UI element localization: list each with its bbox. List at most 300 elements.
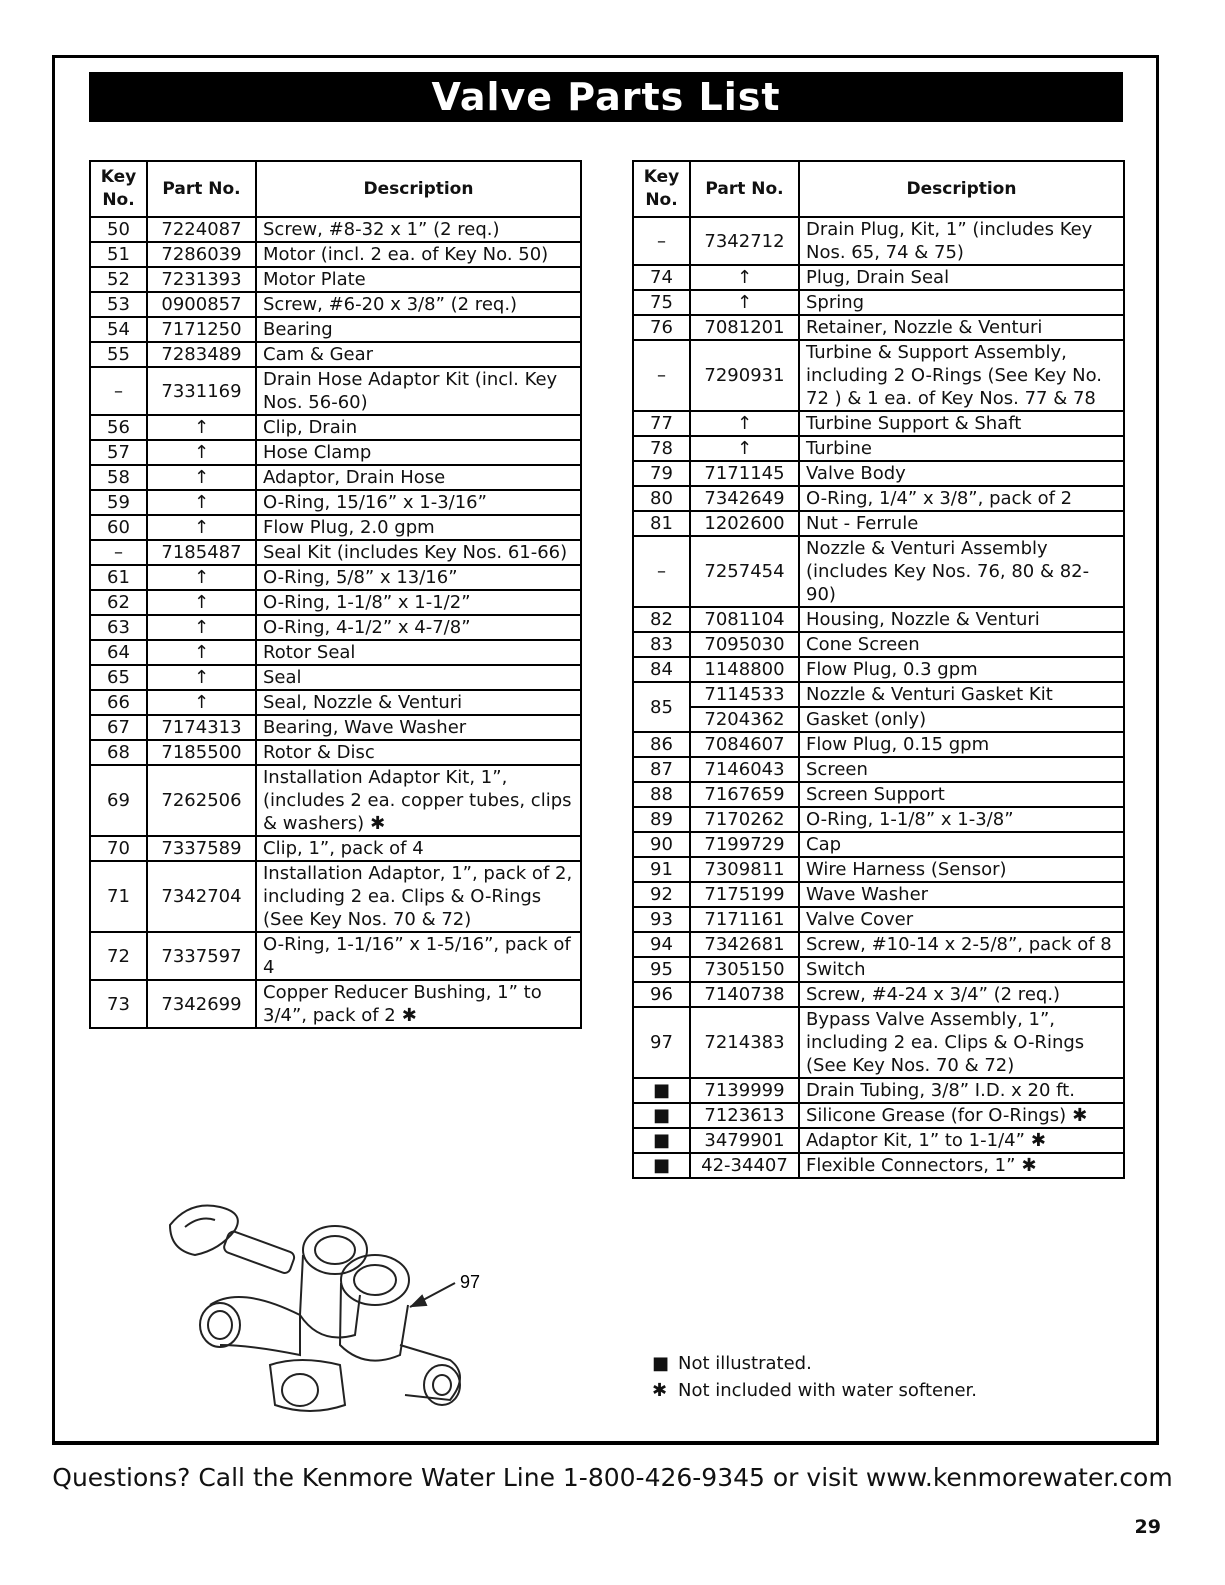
- table-row: [90, 690, 581, 715]
- description-text: Bearing, Wave Washer: [263, 717, 467, 738]
- table-row: [90, 565, 581, 590]
- table-row: [633, 486, 1124, 511]
- table-row: [90, 861, 581, 932]
- part-number: 7224087: [147, 217, 256, 242]
- legend-not-included: [652, 1377, 977, 1404]
- key-number: ■: [633, 1103, 690, 1128]
- description-text: Switch: [806, 959, 866, 980]
- part-number: 7342649: [690, 486, 799, 511]
- part-description: [799, 290, 1124, 315]
- key-number: 95: [633, 957, 690, 982]
- part-description: [256, 415, 581, 440]
- description-text: Wave Washer: [806, 884, 929, 905]
- asterisk-icon: ✱: [1030, 1130, 1047, 1151]
- parts-table-right: [632, 160, 1125, 1179]
- key-number: –: [633, 536, 690, 607]
- asterisk-icon: ✱: [652, 1380, 668, 1401]
- key-number: 52: [90, 267, 147, 292]
- key-number: 70: [90, 836, 147, 861]
- part-description: [799, 907, 1124, 932]
- footer-contact: Questions? Call the Kenmore Water Line 1-800-426-9345 or visit www.kenmorewater.com: [52, 1463, 1173, 1492]
- part-description: [256, 465, 581, 490]
- key-number: 61: [90, 565, 147, 590]
- description-text: O-Ring, 1-1/8” x 1-1/2”: [263, 592, 471, 613]
- table-row: [633, 732, 1124, 757]
- description-text: Spring: [806, 292, 865, 313]
- table-row: [90, 640, 581, 665]
- key-number: 87: [633, 757, 690, 782]
- key-number: 68: [90, 740, 147, 765]
- description-text: Turbine Support & Shaft: [806, 413, 1022, 434]
- part-number: 7084607: [690, 732, 799, 757]
- part-number: 7331169: [147, 367, 256, 415]
- part-description: [799, 486, 1124, 511]
- description-text: Screw, #8-32 x 1” (2 req.): [263, 219, 500, 240]
- table-row: [90, 590, 581, 615]
- part-number: 7342681: [690, 932, 799, 957]
- key-number: 93: [633, 907, 690, 932]
- part-description: [799, 411, 1124, 436]
- description-text: Screen: [806, 759, 868, 780]
- same-as-above-arrow-icon: ↑: [147, 565, 256, 590]
- part-description: [799, 657, 1124, 682]
- key-number: 75: [633, 290, 690, 315]
- description-text: O-Ring, 5/8” x 13/16”: [263, 567, 458, 588]
- key-number: 74: [633, 265, 690, 290]
- part-number: 7231393: [147, 267, 256, 292]
- key-number: 82: [633, 607, 690, 632]
- table-row: [633, 782, 1124, 807]
- part-description: [256, 565, 581, 590]
- part-number: 7337597: [147, 932, 256, 980]
- description-text: Flow Plug, 2.0 gpm: [263, 517, 435, 538]
- table-row: [633, 340, 1124, 411]
- part-number: 7171250: [147, 317, 256, 342]
- key-number: 81: [633, 511, 690, 536]
- part-description: [799, 1128, 1124, 1153]
- table-row: [633, 832, 1124, 857]
- part-number: 7140738: [690, 982, 799, 1007]
- part-number: 3479901: [690, 1128, 799, 1153]
- description-text: Copper Reducer Bushing, 1” to 3/4”, pack of 2: [263, 982, 542, 1026]
- description-text: Valve Body: [806, 463, 906, 484]
- part-number: 7342699: [147, 980, 256, 1028]
- same-as-above-arrow-icon: ↑: [690, 411, 799, 436]
- description-text: Motor Plate: [263, 269, 366, 290]
- part-description: [256, 540, 581, 565]
- column-header-key: Key No.: [633, 161, 690, 217]
- description-text: Cap: [806, 834, 842, 855]
- part-number: 7185500: [147, 740, 256, 765]
- part-number: 7199729: [690, 832, 799, 857]
- asterisk-icon: ✱: [1021, 1155, 1037, 1176]
- table-row: [90, 490, 581, 515]
- description-text: Flow Plug, 0.3 gpm: [806, 659, 978, 680]
- part-number: 7167659: [690, 782, 799, 807]
- part-description: [799, 957, 1124, 982]
- table-row: [90, 740, 581, 765]
- description-text: Nozzle & Venturi Assembly (includes Key Nos. 76, 80 & 82-90): [806, 538, 1090, 605]
- table-row: [633, 290, 1124, 315]
- key-number: 51: [90, 242, 147, 267]
- table-row: [633, 982, 1124, 1007]
- description-text: Drain Hose Adaptor Kit (incl. Key Nos. 56-60): [263, 369, 558, 413]
- part-description: [256, 515, 581, 540]
- key-number: 78: [633, 436, 690, 461]
- key-number: 54: [90, 317, 147, 342]
- callout-label-97: 97: [460, 1272, 481, 1292]
- key-number: 64: [90, 640, 147, 665]
- asterisk-icon: ✱: [1072, 1105, 1088, 1126]
- part-number: 7123613: [690, 1103, 799, 1128]
- table-row: [633, 265, 1124, 290]
- description-text: Adaptor Kit, 1” to 1-1/4”: [806, 1130, 1025, 1151]
- table-row: [90, 540, 581, 565]
- part-description: [799, 536, 1124, 607]
- table-row: [633, 315, 1124, 340]
- key-number: 97: [633, 1007, 690, 1078]
- column-header-part: Part No.: [147, 161, 256, 217]
- table-row: [90, 615, 581, 640]
- part-description: [799, 1153, 1124, 1178]
- table-row: [633, 657, 1124, 682]
- key-number: 76: [633, 315, 690, 340]
- table-row: [633, 1128, 1124, 1153]
- key-number: 66: [90, 690, 147, 715]
- key-number: 84: [633, 657, 690, 682]
- key-number: 63: [90, 615, 147, 640]
- table-row: [90, 217, 581, 242]
- part-description: [799, 511, 1124, 536]
- part-number: 7262506: [147, 765, 256, 836]
- description-text: Bearing: [263, 319, 333, 340]
- description-text: Silicone Grease (for O-Rings): [806, 1105, 1067, 1126]
- description-text: Nut - Ferrule: [806, 513, 919, 534]
- description-text: Cone Screen: [806, 634, 920, 655]
- description-text: Nozzle & Venturi Gasket Kit: [806, 684, 1053, 705]
- key-number: 94: [633, 932, 690, 957]
- description-text: Retainer, Nozzle & Venturi: [806, 317, 1043, 338]
- column-header-description: Description: [799, 161, 1124, 217]
- description-text: Drain Tubing, 3/8” I.D. x 20 ft.: [806, 1080, 1075, 1101]
- description-text: Flow Plug, 0.15 gpm: [806, 734, 990, 755]
- table-row: [633, 807, 1124, 832]
- key-number: 85: [633, 682, 690, 732]
- part-number: 7214383: [690, 1007, 799, 1078]
- same-as-above-arrow-icon: ↑: [147, 615, 256, 640]
- table-row: [90, 465, 581, 490]
- page-number: 29: [1134, 1516, 1161, 1538]
- bypass-valve-illustration: [150, 1195, 510, 1425]
- part-number: 7337589: [147, 836, 256, 861]
- legend-not-included-text: Not included with water softener.: [678, 1380, 978, 1401]
- part-description: [256, 440, 581, 465]
- key-number: 69: [90, 765, 147, 836]
- description-text: Gasket (only): [806, 709, 927, 730]
- part-description: [256, 342, 581, 367]
- part-number: 7175199: [690, 882, 799, 907]
- key-number: 86: [633, 732, 690, 757]
- part-number: 42-34407: [690, 1153, 799, 1178]
- key-number: 62: [90, 590, 147, 615]
- same-as-above-arrow-icon: ↑: [147, 515, 256, 540]
- key-number: 79: [633, 461, 690, 486]
- key-number: ■: [633, 1128, 690, 1153]
- part-description: [799, 217, 1124, 265]
- key-number: 53: [90, 292, 147, 317]
- description-text: O-Ring, 1/4” x 3/8”, pack of 2: [806, 488, 1073, 509]
- table-row: [633, 1153, 1124, 1178]
- part-description: [799, 340, 1124, 411]
- table-row: [90, 715, 581, 740]
- description-text: Flexible Connectors, 1”: [806, 1155, 1016, 1176]
- description-text: Cam & Gear: [263, 344, 374, 365]
- table-row: [633, 511, 1124, 536]
- same-as-above-arrow-icon: ↑: [690, 290, 799, 315]
- key-number: 73: [90, 980, 147, 1028]
- part-description: [256, 367, 581, 415]
- same-as-above-arrow-icon: ↑: [690, 436, 799, 461]
- part-description: [799, 315, 1124, 340]
- part-number: 7283489: [147, 342, 256, 367]
- part-description: [799, 982, 1124, 1007]
- table-row: [90, 440, 581, 465]
- table-row: [633, 461, 1124, 486]
- table-row: [90, 765, 581, 836]
- page-title: Valve Parts List: [89, 72, 1123, 122]
- part-description: [256, 690, 581, 715]
- part-description: [799, 682, 1124, 707]
- part-description: [799, 1103, 1124, 1128]
- asterisk-icon: ✱: [401, 1005, 417, 1026]
- key-number: 88: [633, 782, 690, 807]
- key-number: 80: [633, 486, 690, 511]
- table-row: [90, 292, 581, 317]
- part-number: 7171145: [690, 461, 799, 486]
- part-number: 7171161: [690, 907, 799, 932]
- description-text: Screen Support: [806, 784, 945, 805]
- description-text: Clip, 1”, pack of 4: [263, 838, 424, 859]
- part-description: [256, 590, 581, 615]
- same-as-above-arrow-icon: ↑: [147, 590, 256, 615]
- table-row: [90, 317, 581, 342]
- part-number: 7290931: [690, 340, 799, 411]
- part-description: [799, 857, 1124, 882]
- table-row: [90, 980, 581, 1028]
- description-text: Motor (incl. 2 ea. of Key No. 50): [263, 244, 549, 265]
- part-description: [256, 765, 581, 836]
- part-number: 7174313: [147, 715, 256, 740]
- description-text: Hose Clamp: [263, 442, 372, 463]
- description-text: Seal, Nozzle & Venturi: [263, 692, 463, 713]
- key-number: 83: [633, 632, 690, 657]
- description-text: Rotor Seal: [263, 642, 356, 663]
- part-description: [256, 267, 581, 292]
- part-number: 7146043: [690, 757, 799, 782]
- table-row: [633, 607, 1124, 632]
- table-row: [633, 632, 1124, 657]
- part-description: [799, 932, 1124, 957]
- part-number: 7204362: [690, 707, 799, 732]
- same-as-above-arrow-icon: ↑: [147, 690, 256, 715]
- part-description: [799, 732, 1124, 757]
- key-number: –: [90, 367, 147, 415]
- part-number: 7139999: [690, 1078, 799, 1103]
- description-text: Installation Adaptor, 1”, pack of 2, including 2 ea. Clips & O-Rings (See Key Nos. 70 & 72): [263, 863, 573, 930]
- part-description: [799, 882, 1124, 907]
- description-text: O-Ring, 15/16” x 1-3/16”: [263, 492, 487, 513]
- key-number: 60: [90, 515, 147, 540]
- key-number: 77: [633, 411, 690, 436]
- part-number: 7095030: [690, 632, 799, 657]
- description-text: Seal Kit (includes Key Nos. 61-66): [263, 542, 568, 563]
- description-text: Adaptor, Drain Hose: [263, 467, 446, 488]
- table-row: [90, 665, 581, 690]
- key-number: –: [633, 340, 690, 411]
- key-number: 65: [90, 665, 147, 690]
- square-bullet-icon: ■: [652, 1353, 670, 1374]
- column-header-part: Part No.: [690, 161, 799, 217]
- part-number: 7081201: [690, 315, 799, 340]
- description-text: Rotor & Disc: [263, 742, 375, 763]
- description-text: O-Ring, 4-1/2” x 4-7/8”: [263, 617, 471, 638]
- part-number: 7286039: [147, 242, 256, 267]
- key-number: 58: [90, 465, 147, 490]
- part-description: [256, 932, 581, 980]
- part-number: 7257454: [690, 536, 799, 607]
- part-number: 7170262: [690, 807, 799, 832]
- key-number: 89: [633, 807, 690, 832]
- parts-table-left: [89, 160, 582, 1029]
- table-row: [633, 907, 1124, 932]
- part-number: 7342712: [690, 217, 799, 265]
- part-description: [256, 615, 581, 640]
- table-row: [90, 932, 581, 980]
- table-row: [633, 411, 1124, 436]
- legend-not-illustrated: [652, 1350, 977, 1377]
- part-number: 1202600: [690, 511, 799, 536]
- description-text: Wire Harness (Sensor): [806, 859, 1007, 880]
- table-row: [90, 836, 581, 861]
- description-text: Installation Adaptor Kit, 1”, (includes 2 ea. copper tubes, clips & washers): [263, 767, 572, 834]
- table-row: [633, 757, 1124, 782]
- description-text: Turbine & Support Assembly, including 2 O-Rings (See Key No. 72 ) & 1 ea. of Key Nos. 77 & 78: [806, 342, 1103, 409]
- description-text: Drain Plug, Kit, 1” (includes Key Nos. 65, 74 & 75): [806, 219, 1093, 263]
- part-description: [799, 632, 1124, 657]
- part-description: [256, 490, 581, 515]
- description-text: Clip, Drain: [263, 417, 358, 438]
- description-text: O-Ring, 1-1/16” x 1-5/16”, pack of 4: [263, 934, 571, 978]
- table-row: [90, 242, 581, 267]
- table-row: [90, 342, 581, 367]
- part-description: [799, 807, 1124, 832]
- key-number: 91: [633, 857, 690, 882]
- table-row: [90, 515, 581, 540]
- part-description: [256, 242, 581, 267]
- part-description: [799, 832, 1124, 857]
- key-number: 55: [90, 342, 147, 367]
- legend-not-illustrated-text: Not illustrated.: [678, 1353, 812, 1374]
- table-row: [90, 267, 581, 292]
- asterisk-icon: ✱: [370, 813, 386, 834]
- same-as-above-arrow-icon: ↑: [690, 265, 799, 290]
- description-text: Turbine: [806, 438, 872, 459]
- part-description: [799, 461, 1124, 486]
- same-as-above-arrow-icon: ↑: [147, 440, 256, 465]
- key-number: 59: [90, 490, 147, 515]
- table-row: [633, 857, 1124, 882]
- part-number: 7081104: [690, 607, 799, 632]
- part-description: [799, 1007, 1124, 1078]
- key-number: 57: [90, 440, 147, 465]
- key-number: –: [90, 540, 147, 565]
- part-number: 7114533: [690, 682, 799, 707]
- key-number: 72: [90, 932, 147, 980]
- key-number: 67: [90, 715, 147, 740]
- part-number: 7305150: [690, 957, 799, 982]
- part-description: [256, 861, 581, 932]
- description-text: Screw, #10-14 x 2-5/8”, pack of 8: [806, 934, 1112, 955]
- description-text: Valve Cover: [806, 909, 914, 930]
- description-text: Housing, Nozzle & Venturi: [806, 609, 1040, 630]
- column-header-description: Description: [256, 161, 581, 217]
- table-row: [633, 1007, 1124, 1078]
- same-as-above-arrow-icon: ↑: [147, 415, 256, 440]
- key-number: 90: [633, 832, 690, 857]
- part-description: [256, 715, 581, 740]
- key-number: 92: [633, 882, 690, 907]
- key-number: 71: [90, 861, 147, 932]
- part-description: [799, 1078, 1124, 1103]
- part-description: [256, 740, 581, 765]
- description-text: Bypass Valve Assembly, 1”, including 2 ea. Clips & O-Rings (See Key Nos. 70 & 72): [806, 1009, 1085, 1076]
- same-as-above-arrow-icon: ↑: [147, 640, 256, 665]
- part-number: 1148800: [690, 657, 799, 682]
- part-description: [256, 292, 581, 317]
- description-text: Screw, #6-20 x 3/8” (2 req.): [263, 294, 518, 315]
- table-row: [633, 1103, 1124, 1128]
- part-description: [256, 317, 581, 342]
- description-text: Plug, Drain Seal: [806, 267, 950, 288]
- part-description: [256, 665, 581, 690]
- table-row: [633, 957, 1124, 982]
- part-number: 0900857: [147, 292, 256, 317]
- part-description: [799, 436, 1124, 461]
- description-text: O-Ring, 1-1/8” x 1-3/8”: [806, 809, 1014, 830]
- key-number: ■: [633, 1078, 690, 1103]
- part-number: 7185487: [147, 540, 256, 565]
- description-text: Seal: [263, 667, 302, 688]
- column-header-key: Key No.: [90, 161, 147, 217]
- table-row: [633, 1078, 1124, 1103]
- table-row: [90, 415, 581, 440]
- same-as-above-arrow-icon: ↑: [147, 665, 256, 690]
- part-description: [799, 265, 1124, 290]
- same-as-above-arrow-icon: ↑: [147, 490, 256, 515]
- part-description: [256, 836, 581, 861]
- table-row: [633, 882, 1124, 907]
- part-description: [256, 640, 581, 665]
- table-row: [633, 217, 1124, 265]
- legend: [652, 1350, 977, 1404]
- table-row: [633, 536, 1124, 607]
- description-text: Screw, #4-24 x 3/4” (2 req.): [806, 984, 1061, 1005]
- table-row: [633, 932, 1124, 957]
- part-description: [799, 707, 1124, 732]
- table-row: [90, 367, 581, 415]
- key-number: –: [633, 217, 690, 265]
- table-row: [633, 707, 1124, 732]
